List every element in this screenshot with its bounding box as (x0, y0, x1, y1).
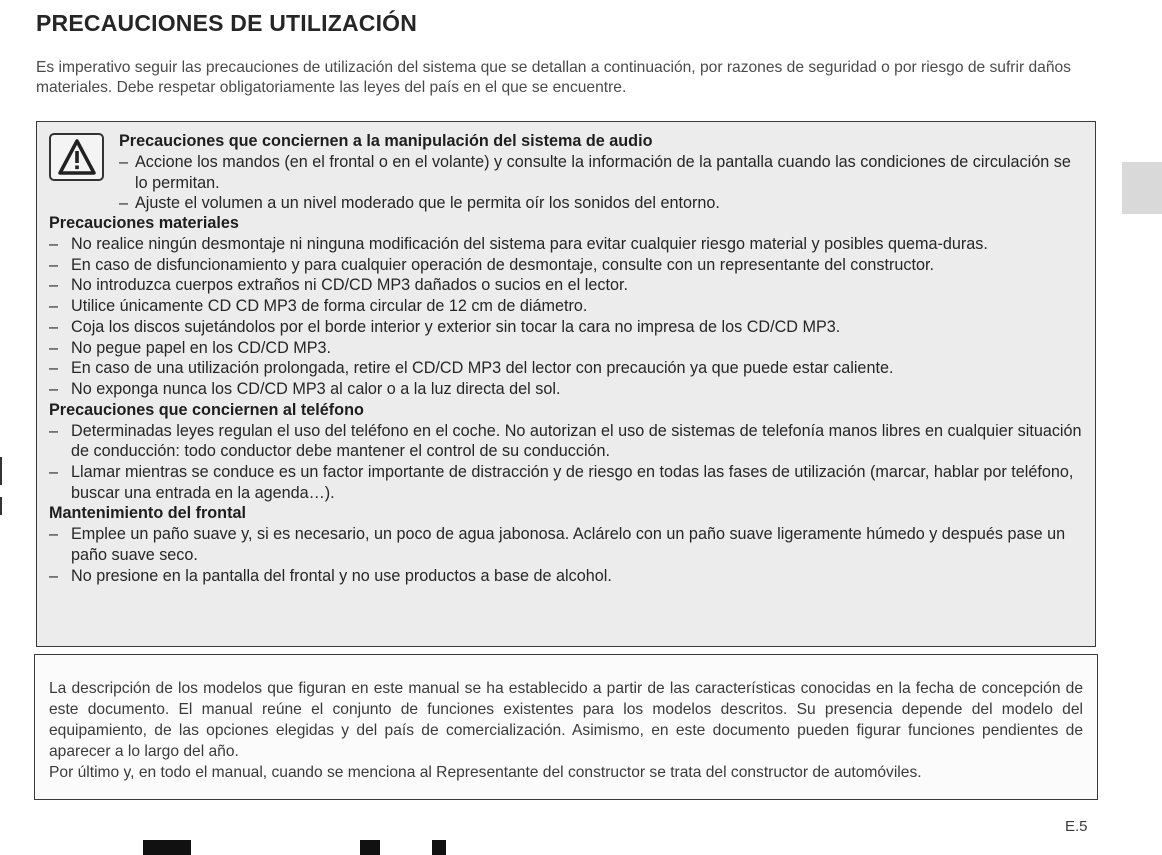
list-item: – No introduzca cuerpos extraños ni CD/CD MP3 dañados o sucios en el lector. (49, 275, 1085, 296)
page-title: PRECAUCIONES DE UTILIZACIÓN (36, 10, 418, 36)
list-item: – Llamar mientras se conduce es un factor importante de distracción y de riesgo en todas las fases de utilización (marcar, hablar por teléfono, buscar una entrada en la agenda…). (49, 462, 1085, 503)
disclaimer-box (34, 654, 1098, 800)
materiales-heading: Precauciones materiales (49, 214, 239, 232)
list-item: – No realice ningún desmontaje ni ninguna modificación del sistema para evitar cualquier riesgo material y posibles quema-duras. (49, 234, 1085, 255)
list-item: – Utilice únicamente CD CD MP3 de forma circular de 12 cm de diámetro. (49, 296, 1085, 317)
disclaimer-paragraph-1: La descripción de los modelos que figuran en este manual se ha establecido a partir de las características conocidas en la fecha de concepción de este documento. El manual reúne el conjunto de funciones existentes para los modelos descritos. Su presencia depende del modelo del equipamiento, de las opciones elegidas y del país de comercialización. Asimismo, en este documento pueden figurar funciones pendientes de aparecer a lo largo del año. (49, 680, 1083, 760)
disclaimer-paragraph-2: Por último y, en todo el manual, cuando se menciona al Representante del constructor se trata del constructor de automóviles. (49, 764, 922, 781)
frontal-heading: Mantenimiento del frontal (49, 504, 246, 523)
list-item: – Determinadas leyes regulan el uso del teléfono en el coche. No autorizan el uso de sistemas de telefonía manos libres en cualquier situación de conducción: todo conductor debe mantener el control de su conducción. (49, 421, 1085, 462)
audio-item: – Ajuste el volumen a un nivel moderado que le permita oír los sonidos del entorno. (119, 193, 1085, 214)
crop-bar (432, 840, 446, 855)
crop-bar (360, 840, 380, 855)
margin-mark (0, 497, 2, 515)
telefono-heading: Precauciones que conciernen al teléfono (49, 400, 364, 419)
warning-triangle-icon (49, 133, 104, 181)
audio-section (119, 131, 1085, 214)
margin-mark (0, 457, 2, 485)
list-item: – Coja los discos sujetándolos por el borde interior y exterior sin tocar la cara no impresa de los CD/CD MP3. (49, 317, 1085, 338)
precaution-sections (49, 213, 1085, 587)
intro-paragraph: Es imperativo seguir las precauciones de utilización del sistema que se detallan a continuación, por razones de seguridad o por riesgo de sufrir daños materiales. Debe respetar obligatoriamente las leyes del país en el que se encuentre. (36, 59, 1071, 96)
list-item: – No exponga nunca los CD/CD MP3 al calor o a la luz directa del sol. (49, 379, 1085, 400)
audio-item: – Accione los mandos (en el frontal o en el volante) y consulte la información de la pantalla cuando las condiciones de circulación se lo permitan. (119, 152, 1085, 193)
page-number: E.5 (1065, 818, 1088, 835)
list-item: – En caso de disfuncionamiento y para cualquier operación de desmontaje, consulte con un representante del constructor. (49, 255, 1085, 276)
list-item: – En caso de una utilización prolongada, retire el CD/CD MP3 del lector con precaución ya que puede estar caliente. (49, 358, 1085, 379)
section-tab-marker (1122, 162, 1162, 214)
list-item: – No pegue papel en los CD/CD MP3. (49, 338, 1085, 359)
disclaimer-text (49, 678, 1083, 783)
precautions-box (36, 121, 1096, 647)
list-item: – Emplee un paño suave y, si es necesario, un poco de agua jabonosa. Aclárelo con un paño suave ligeramente húmedo y después pase un paño suave seco. (49, 524, 1085, 565)
list-item: – No presione en la pantalla del frontal y no use productos a base de alcohol. (49, 566, 1085, 587)
crop-bar (143, 840, 191, 855)
audio-heading: Precauciones que conciernen a la manipulación del sistema de audio (119, 132, 653, 150)
